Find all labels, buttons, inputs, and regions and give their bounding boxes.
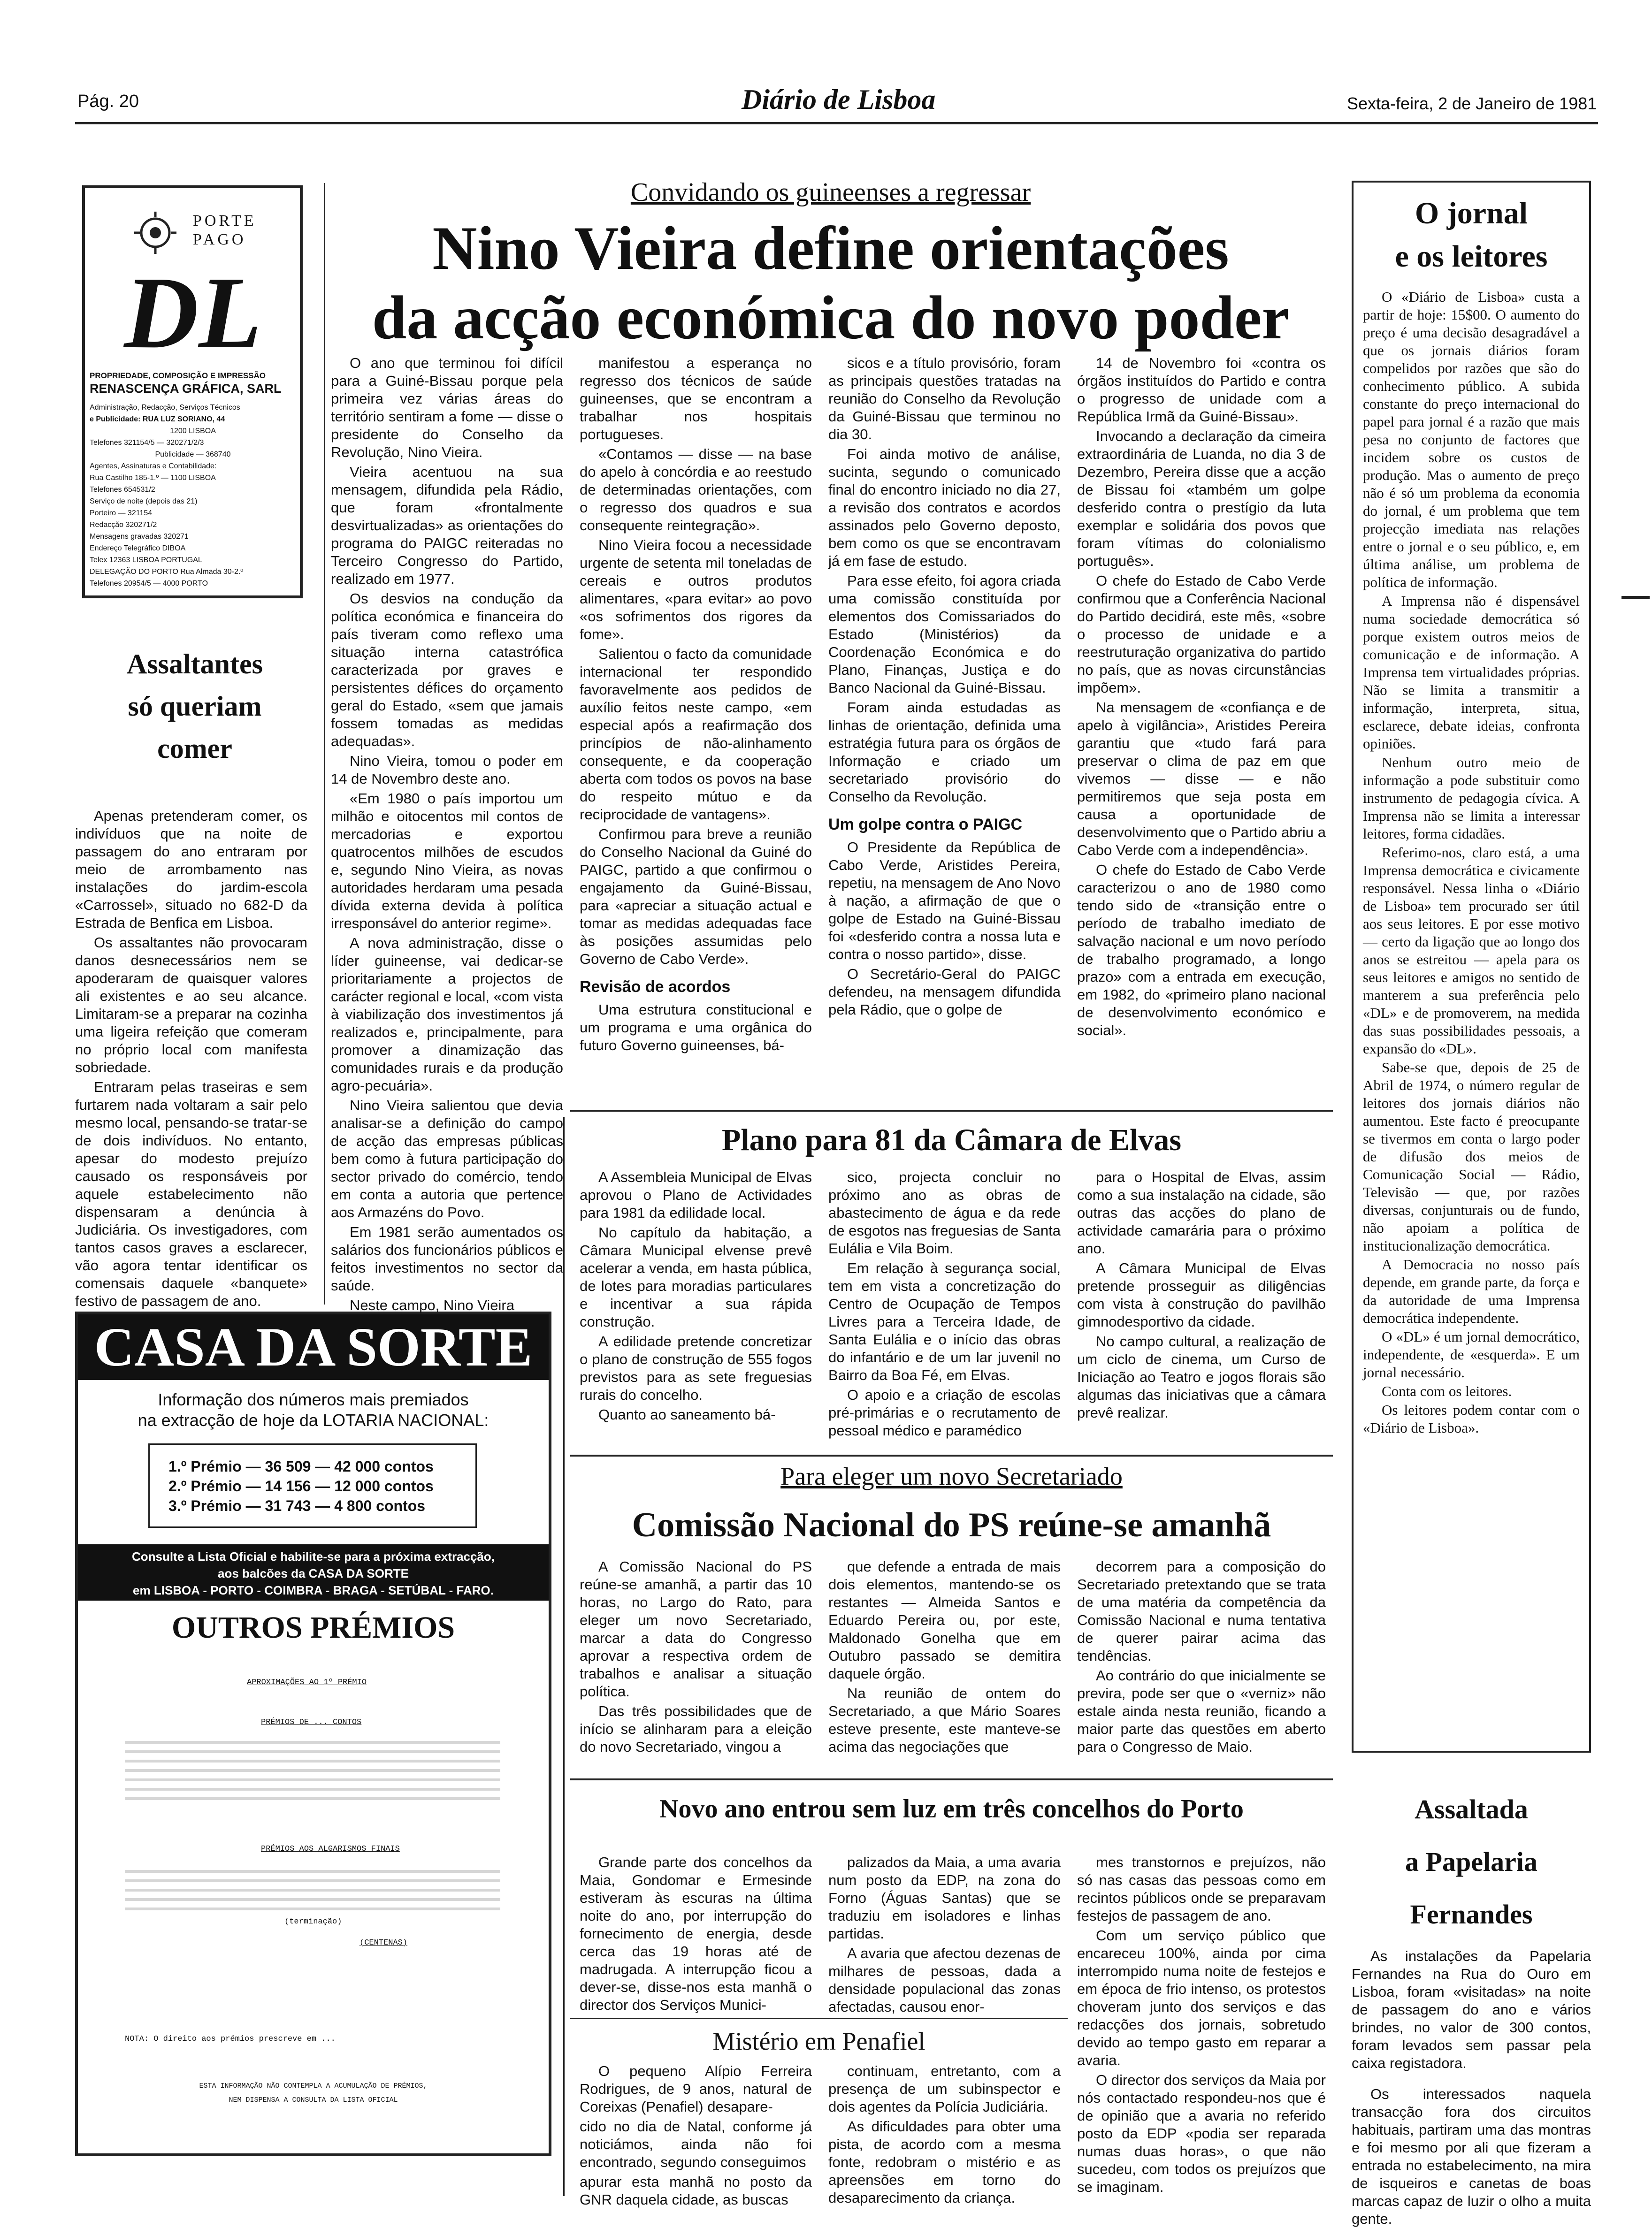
assaltantes-title-line: Assaltantes [126, 649, 263, 679]
issue-date: Sexta-feira, 2 de Janeiro de 1981 [1347, 94, 1597, 113]
assaltantes-body [75, 807, 307, 1309]
golpe-subhead: Um golpe contra o PAIGC [828, 816, 1023, 833]
prize-line: 3.º Prémio — 31 743 — 4 800 contos [168, 1497, 426, 1514]
paragraph: O chefe do Estado de Cabo Verde confirmou que a Conferência Nacional do Partido decidirá, este mês, «sobre o processo de unidade e a reestruturação organizativa do partido no país, que as novas circunstâncias impõem». [1077, 572, 1326, 696]
jornal-box [1352, 181, 1591, 1753]
subtitle-line: Informação dos números mais premiados [158, 1390, 469, 1409]
casa-da-sorte-ad [75, 1312, 551, 2156]
terminacao-label: (terminação) [284, 1917, 342, 1926]
footer-line: NEM DISPENSA A CONSULTA DA LISTA OFICIAL [229, 2096, 398, 2104]
papelaria-body [1352, 1947, 1591, 2227]
paragraph: Entraram pelas traseiras e sem furtarem nada voltaram a sair pelo mesmo local, pensando-se tratar-se de dois indivíduos. No entanto, apesar do modesto prejuízo causado os responsáveis por aquele estabelecimento não dispensaram a denúncia à Judiciária. Os investigadores, com tantos casos graves a esclarecer, vão agora tentar identificar os comensais daquele «banquete» festivo de passagem de ano. [75, 1079, 307, 1309]
paragraph: O Presidente da República de Cabo Verde, Aristides Pereira, repetiu, na mensagem de Ano Novo à nação, a afirmação de que o golpe de Estado na Guiné-Bissau foi «desferido contra a nossa luta e contra o nosso partido», disse. [828, 839, 1061, 962]
paragraph: Nino Vieira focou a necessidade urgente de setenta mil toneladas de cereais e outros produtos alimentares, «para evitar» ao povo «os sofrimentos dos rigores da fome». [580, 537, 812, 642]
nino-title-line: Nino Vieira define orientações [432, 214, 1229, 282]
paragraph: mes transtornos e prejuízos, não só nas casas das pessoas como em recintos públicos onde se preparavam festejos de passagem de ano. [1077, 1854, 1326, 1924]
nino-title [329, 214, 1333, 352]
porto-col-1 [580, 1854, 812, 2013]
paragraph: Com um serviço público que encareceu 100%, ainda por cima interrompido numa noite de festejos e em época de frio intenso, os protestos choveram junto dos serviços e das redacções dos jornais, sobretudo devido ao tempo gasto em reparar a avaria. [1077, 1927, 1326, 2068]
outros-premios-title: OUTROS PRÉMIOS [171, 1610, 455, 1645]
paragraph: As dificuldades para obter uma pista, de acordo com a mesma fonte, redobram o mistério e as apreensões em torno do desaparecimento da criança. [828, 2118, 1061, 2206]
nino-title-line: da acção económica do novo poder [372, 283, 1290, 352]
subtitle-line: na extracção de hoje da LOTARIA NACIONAL: [138, 1411, 489, 1430]
casa-sorte-subtitle [78, 1389, 549, 1431]
premios-contos-label: PRÉMIOS DE ... CONTOS [261, 1718, 362, 1727]
footer-line: ESTA INFORMAÇÃO NÃO CONTEMPLA A ACUMULAÇÃO DE PRÉMIOS, [199, 2082, 428, 2090]
paragraph: Ao contrário do que inicialmente se previra, pode ser que o «verniz» não estale ainda nesta reunião, ficando a maior parte das questões em aberto para o Congresso de Maio. [1077, 1667, 1326, 1755]
revisao-subhead: Revisão de acordos [580, 978, 731, 996]
paragraph: O chefe do Estado de Cabo Verde caracterizou o ano de 1980 como tendo sido de «transição entre o período de trabalho imediato de salvação nacional e um novo período de trabalho programado, a longo prazo» com a entrada em execução, em 1982, do «primeiro plano nacional de desenvolvimento económico e social». [1077, 862, 1326, 1038]
elvas-title: Plano para 81 da Câmara de Elvas [721, 1123, 1182, 1157]
imprint-line: Publicidade — 368740 [155, 450, 231, 458]
penafiel-col-2 [828, 2062, 1061, 2206]
imprint-box [82, 185, 303, 598]
paragraph: O pequeno Alípio Ferreira Rodrigues, de 9 anos, natural de Coreixas (Penafiel) desapare- [580, 2063, 812, 2115]
column-rule [563, 1117, 565, 2196]
paragraph: A nova administração, disse o líder guineense, vai dedicar-se prioritariamente a projectos de carácter regional e local, «com vista à viabilização dos investimentos já realizados e, principalmente, para promover a dinamização das comunidades rurais e da produção agro-pecuária». [331, 935, 563, 1094]
paragraph: cido no dia de Natal, conforme já noticiámos, ainda não foi encontrado, segundo conseguimos [580, 2118, 812, 2170]
paragraph: Nino Vieira, tomou o poder em 14 de Novembro deste ano. [331, 753, 563, 787]
section-rule [570, 1455, 1333, 1457]
paragraph: Nino Vieira salientou que devia analisar-se a definição do campo de acção das empresas públicas bem como à futura participação do sector privado do comércio, tendo em conta a autoria que pertence aos Armazéns do Povo. [331, 1097, 563, 1221]
faded-numbers-block [125, 1734, 500, 1805]
paragraph: Em relação à segurança social, tem em vista a concretização do Centro de Ocupação de Tempos Livres para a Terceira Idade, de Santa Eulália e o início das obras do infantário e de um lar juvenil no Bairro da Boa Fé, em Elvas. [828, 1260, 1061, 1383]
paragraph: Das três possibilidades que de início se alinharam para a eleição do novo Secretariado, vingou a [580, 1703, 812, 1755]
imprint-line: Rua Castilho 185-1.º — 1100 LISBOA [90, 474, 216, 482]
paragraph: Vieira acentuou na sua mensagem, difundida pela Rádio, que foram «frontalmente desvirtualizadas» as orientações do programa do PAIGC reiteradas no Terceiro Congresso do Partido, realizado em 1977. [331, 464, 563, 587]
section-rule [570, 1110, 1333, 1112]
nino-kicker: Convidando os guineenses a regressar [630, 178, 1031, 207]
paragraph: sicos e a título provisório, foram as principais questões tratadas na reunião do Conselho da Revolução da Guiné-Bissau que terminou no dia 30. [828, 355, 1061, 443]
crest-icon [130, 207, 181, 259]
paragraph: manifestou a esperança no regresso dos técnicos de saúde guineenses, que se encontram a trabalhar nos hospitais portugueses. [580, 355, 812, 443]
assaltantes-title [75, 643, 314, 770]
paragraph: apurar esta manhã no posto da GNR daquela cidade, as buscas [580, 2174, 812, 2208]
imprint-line: e Publicidade: RUA LUZ SORIANO, 44 [90, 415, 225, 423]
imprint-line: Administração, Redacção, Serviços Técnicos [90, 404, 240, 412]
paragraph: O «Diário de Lisboa» custa a partir de hoje: 15$00. O aumento do preço é uma decisão desagradável a que os jornais diários foram compelidos por razões que são do conhecimento público. A subida constante do preço internacional do papel para jornal é a razão que mais pesa no conjunto de factores que incidem sobre os custos de produção. Mas o aumento de preço não é só um problema da economia do jornal, é um problema que tem projecção imediata nas relações entre o jornal e o seu público, e, em última análise, um problema de política de informação. [1363, 289, 1580, 590]
papelaria-title-line: a Papelaria [1405, 1846, 1537, 1877]
paragraph: Em 1981 serão aumentados os salários dos funcionários públicos e feitos investimentos no sector da saúde. [331, 1224, 563, 1294]
paragraph: decorrem para a composição do Secretariado pretextando que se trata de uma matéria da competência da Comissão Nacional e numa tentativa de querer pairar acima das tendências. [1077, 1558, 1326, 1664]
casa-sorte-title: CASA DA SORTE [78, 1314, 549, 1380]
porto-col-2 [828, 1854, 1061, 2015]
ps-col-2 [828, 1558, 1061, 1769]
imprint-line: Mensagens gravadas 320271 [90, 533, 189, 541]
paragraph: Grande parte dos concelhos da Maia, Gondomar e Ermesinde estiveram às escuras na última noite do ano, por interrupção do fornecimento de energia, desde cerca das 19 horas até de madrugada. A interrupção ficou a dever-se, disse-nos esta manhã o director dos Serviços Munici- [580, 1854, 812, 2013]
paragraph: «Em 1980 o país importou um milhão e oitocentos mil contos de mercadorias e exportou quatrocentos milhões de escudos e, segundo Nino Vieira, as novas autoridades herdaram uma pesada dívida externa devida à política irresponsável do anterior regime». [331, 790, 563, 931]
section-rule [570, 1778, 1333, 1780]
imprint-line: DELEGAÇÃO DO PORTO Rua Almada 30-2.º [90, 568, 244, 576]
penafiel-col-1 [580, 2062, 812, 2208]
masthead: Diário de Lisboa [742, 84, 936, 115]
imprint-line: Telex 12363 LISBOA PORTUGAL [90, 556, 202, 564]
paragraph: para o Hospital de Elvas, assim como a sua instalação na cidade, são outras das acções do plano de actividade camarária para o próximo ano. [1077, 1169, 1326, 1257]
ps-kicker: Para eleger um novo Secretariado [780, 1462, 1123, 1490]
nino-col-2 [580, 354, 812, 1103]
paragraph: 14 de Novembro foi «contra os órgãos instituídos do Partido e contra o progresso de unidade com a República Irmã da Guiné-Bissau». [1077, 355, 1326, 425]
paragraph: Referimo-nos, claro está, a uma Imprensa democrática e civicamente responsável. Nessa linha o «Diário de Lisboa» tem procurado ser útil aos seus leitores. E por esse motivo — certo da ligação que ao longo dos anos se estreitou — apela para os seus leitores e amigos no sentido de manterem a sua preferência pelo «DL» e de promoverem, na medida das suas possibilidades pessoais, a expansão do «DL». [1363, 844, 1580, 1057]
elvas-col-2 [828, 1168, 1061, 1445]
paragraph: Na reunião de ontem do Secretariado, a que Mário Soares esteve presente, este manteve-se acima das negociações que [828, 1685, 1061, 1755]
paragraph: Foram ainda estudadas as linhas de orientação, definida uma estratégia futura para os órgãos de Informação e criado um secretariado provisório do Conselho da Revolução. [828, 699, 1061, 805]
centenas-label: (CENTENAS) [359, 1938, 408, 1947]
paragraph: Para esse efeito, foi agora criada uma comissão constituída por elementos dos Comissariados do Estado (Ministérios) da Coordenação Económica e do Plano, Finanças, Justiça e do Banco Nacional da Guiné-Bissau. [828, 572, 1061, 696]
imprint-line: Porteiro — 321154 [90, 509, 153, 517]
jornal-title-line: O jornal [1415, 196, 1528, 230]
ps-col-3 [1077, 1558, 1326, 1769]
paragraph: O apoio e a criação de escolas pré-primárias e o recrutamento de pessoal médico e paramédico [828, 1387, 1061, 1439]
elvas-col-3 [1077, 1168, 1326, 1445]
imprint-owner-label: PROPRIEDADE, COMPOSIÇÃO E IMPRESSÃO [90, 371, 266, 380]
imprint-owner: RENASCENÇA GRÁFICA, SARL [90, 382, 282, 396]
paragraph: A avaria que afectou dezenas de milhares de pessoas, dada a densidade populacional das zonas afectadas, causou enor- [828, 1945, 1061, 2015]
paragraph: Os desvios na condução da política económica e financeira do país tiveram como reflexo uma situação interna catastrófica caracterizada por graves e persistentes défices do orçamento geral do Estado, «sem que jamais fossem tomadas as medidas adequadas». [331, 590, 563, 749]
imprint-line: Telefones 20954/5 — 4000 PORTO [90, 580, 208, 588]
paragraph: sico, projecta concluir no próximo ano as obras de abastecimento de água e da rede de esgotos nas freguesias de Santa Eulália e Vila Boim. [828, 1169, 1061, 1257]
ps-col-1 [580, 1558, 812, 1769]
paragraph: O Secretário-Geral do PAIGC defendeu, na mensagem difundida pela Rádio, que o golpe de [828, 966, 1061, 1018]
paragraph: Apenas pretenderam comer, os indivíduos que na noite de passagem do ano entraram por meio de arrombamento nas instalações do jardim-escola «Carrossel», situado no 682-D da Estrada de Benfica em Lisboa. [75, 808, 307, 931]
column-rule [324, 183, 325, 1305]
paragraph: Na mensagem de «confiança e de apelo à vigilância», Aristides Pereira garantiu que «tudo fará para preservar o clima de paz em que vivemos — disse — e não permitiremos que seja posta em causa a oportunidade de desenvolvimento que o Partido abriu a Cabo Verde com a independência». [1077, 699, 1326, 858]
paragraph: «Contamos — disse — na base do apelo à concórdia e ao reestudo de determinadas orientações, com o regresso dos quadros e sua consequente reintegração». [580, 446, 812, 534]
paragraph: Salientou o facto da comunidade internacional ter respondido favoravelmente aos pedidos de auxílio feitos neste campo, «em especial após a reafirmação dos princípios de não-alinhamento consequente, e da cooperação aberta com todos os povos na base do respeito mútuo e da reciprocidade de vantagens». [580, 646, 812, 823]
jornal-title [1354, 192, 1589, 278]
porte-pago-label: PORTE PAGO [193, 212, 257, 248]
papelaria-title-line: Assaltada [1415, 1794, 1528, 1824]
papelaria-title [1347, 1783, 1596, 1941]
prizes-box [148, 1443, 477, 1528]
paragraph: A Comissão Nacional do PS reúne-se amanhã, a partir das 10 horas, no Largo do Rato, para eleger um novo Secretariado, marcar a data do Congresso aprovar a respectiva ordem de trabalhos e analisar a situação política. [580, 1558, 812, 1700]
imprint-line: Telefones 654531/2 [90, 486, 155, 494]
paragraph: Foi ainda motivo de análise, sucinta, segundo o comunicado final do encontro iniciado no dia 27, a revisão dos contratos e acordos assinados pelo Governo deposto, bem como os que se encontravam já em fase de estudo. [828, 446, 1061, 569]
paragraph: As instalações da Papelaria Fernandes na Rua do Ouro em Lisboa, foram «visitadas» na noite de passagem do ano e vários brindes, no valor de 300 contos, foram levados sem passar pela caixa registadora. [1352, 1948, 1591, 2071]
imprint-line: Agentes, Assinaturas e Contabilidade: [90, 462, 217, 470]
paragraph: que defende a entrada de mais dois elementos, mantendo-se os restantes — Almeida Santos e Eduardo Pereira ou, por este, Maldonado Gonelha que em Outubro passado se demitira daquele órgão. [828, 1558, 1061, 1682]
paragraph: Os assaltantes não provocaram danos desnecessários nem se apoderaram de quaisquer valores ali existentes e ao seu alcance. Limitaram-se a preparar na cozinha uma ligeira refeição que comeram no próprio local com manifesta sobriedade. [75, 934, 307, 1076]
paragraph: palizados da Maia, a uma avaria num posto da EDP, na zona do Forno (Águas Santas) que se traduziu em isoladores e linhas partidas. [828, 1854, 1061, 1942]
notice-line: aos balcões da CASA DA SORTE [218, 1566, 409, 1580]
assaltantes-title-line: comer [157, 733, 232, 764]
paragraph: Conta com os leitores. [1382, 1383, 1512, 1399]
nino-col-4 [1077, 354, 1326, 1103]
papelaria-title-line: Fernandes [1410, 1899, 1533, 1930]
paragraph: A Assembleia Municipal de Elvas aprovou o Plano de Actividades para 1981 da edilidade local. [580, 1169, 812, 1221]
nino-col-1 [331, 354, 563, 1313]
footer-note [78, 2079, 549, 2107]
faded-numbers-block [125, 1863, 500, 1910]
header-rule [75, 122, 1598, 124]
paragraph: A Democracia no nosso país depende, em grande parte, da força e da autoridade de uma Imprensa democrática independente. [1363, 1256, 1580, 1326]
casa-sorte-notice [78, 1544, 549, 1601]
paragraph: Sabe-se que, depois de 25 de Abril de 1974, o número regular de leitores dos jornais diários não aumentou. Este facto é preocupante se tivermos em conta o largo poder de difusão dos meios de Comunicação Social — Rádio, Televisão — que, por razões diversas, conjunturais ou de fundo, não apoiam a política de institucionalização democrática. [1363, 1059, 1580, 1254]
paragraph: Neste campo, Nino Vieira [350, 1297, 514, 1313]
paragraph: A edilidade pretende concretizar o plano de construção de 555 fogos previstos para as sete freguesias rurais do concelho. [580, 1333, 812, 1403]
paragraph: O director dos serviços da Maia por nós contactado respondeu-nos que é de opinião que a avaria no referido posto da EDP «podia ser reparada numas duas horas», o que não sucedeu, com todos os prejuízos que se imaginam. [1077, 2072, 1326, 2195]
jornal-title-line: e os leitores [1395, 239, 1548, 274]
paragraph: Os leitores podem contar com o «Diário de Lisboa». [1363, 1402, 1580, 1436]
paragraph: A Câmara Municipal de Elvas pretende prosseguir as diligências com vista à construção do pavilhão gimnodesportivo da cidade. [1077, 1260, 1326, 1330]
algarismos-label: PRÉMIOS AOS ALGARISMOS FINAIS [261, 1845, 400, 1854]
paragraph: Uma estrutura constitucional e um programa e uma orgânica do futuro Governo guineenses, bá- [580, 1001, 812, 1053]
paragraph: O ano que terminou foi difícil para a Guiné-Bissau porque pela primeira vez várias áreas do território sentiram a fome — disse o presidente do Conselho da Revolução, Nino Vieira. [331, 355, 563, 460]
paragraph: No capítulo da habitação, a Câmara Municipal elvense prevê acelerar a venda, em hasta pública, de lotes para moradias particulares e incentivar a sua rápida construção. [580, 1224, 812, 1330]
aproximacoes-label: APROXIMAÇÕES AO 1º PRÉMIO [247, 1678, 367, 1687]
penafiel-title: Mistério em Penafiel [712, 2027, 925, 2055]
paragraph: Nenhum outro meio de informação a pode substituir como instrumento de pedagogia cívica. A Imprensa não se limita a interessar leitores, forma cidadães. [1363, 754, 1580, 842]
paragraph: Confirmou para breve a reunião do Conselho Nacional da Guiné do PAIGC, partido a que confirmou o engajamento da Guiné-Bissau, para «apreciar a situação actual e tomar as medidas adequadas face às posições assumidas pelo Governo de Cabo Verde». [580, 826, 812, 967]
prize-line: 2.º Prémio — 14 156 — 12 000 contos [168, 1478, 434, 1495]
porto-col-3 [1077, 1854, 1326, 2196]
imprint-line: Endereço Telegráfico DIBOA [90, 544, 186, 552]
ps-title: Comissão Nacional do PS reúne-se amanhã [632, 1506, 1271, 1544]
paragraph: Quanto ao saneamento bá- [598, 1406, 776, 1423]
notice-line: Consulte a Lista Oficial e habilite-se para a próxima extracção, [131, 1549, 495, 1564]
elvas-col-1 [580, 1168, 812, 1445]
nota-text: NOTA: O direito aos prémios prescreve em ... [125, 2035, 336, 2044]
prize-line: 1.º Prémio — 36 509 — 42 000 contos [168, 1458, 434, 1475]
page-number: Pág. 20 [77, 92, 139, 111]
jornal-body [1363, 288, 1580, 1743]
paragraph: Invocando a declaração da cimeira extraordinária de Luanda, no dia 3 de Dezembro, Pereira disse que a acção de Bissau foi «também um golpe desferido contra o prestígio da luta exemplar e solidária dos povos que foram vítimas do colonialismo português». [1077, 428, 1326, 569]
nino-col-3 [828, 354, 1061, 1103]
dl-logo: DL [124, 255, 262, 370]
paragraph: Os interessados naquela transacção fora dos circuitos habituais, partiram uma das montras e foi mesmo por ali que fizeram a entrada no estabelecimento, na mira de isqueiros e canetas de boas marcas capaz de luzir o olho a muita gente. [1352, 2086, 1591, 2227]
imprint-line: Serviço de noite (depois das 21) [90, 497, 198, 505]
margin-mark [1621, 596, 1650, 599]
porto-title: Novo ano entrou sem luz em três concelhos do Porto [659, 1794, 1244, 1824]
imprint-line: Redacção 320271/2 [90, 521, 157, 529]
paragraph: O «DL» é um jornal democrático, independente, de «esquerda». E um jornal necessário. [1363, 1328, 1580, 1381]
imprint-line: Telefones 321154/5 — 320271/2/3 [90, 439, 204, 447]
section-rule [570, 2018, 1068, 2019]
notice-line: em LISBOA - PORTO - COIMBRA - BRAGA - SETÚBAL - FARO. [133, 1583, 494, 1597]
paragraph: A Imprensa não é dispensável numa sociedade democrática só porque existem outros meios de comunicação e de informação. A Imprensa tem virtualidades próprias. Não se limita a transmitir a informação, interpreta, situa, esclarece, debate ideias, confronta opiniões. [1363, 593, 1580, 752]
imprint-line: 1200 LISBOA [170, 427, 216, 435]
paragraph: No campo cultural, a realização de um ciclo de cinema, um Curso de Iniciação ao Teatro e jogos florais são algumas das iniciativas que a câmara prevê realizar. [1077, 1333, 1326, 1421]
paragraph: continuam, entretanto, com a presença de um subinspector e dois agentes da Polícia Judiciária. [828, 2063, 1061, 2115]
imprint-details [90, 402, 296, 589]
assaltantes-title-line: só queriam [128, 691, 262, 722]
